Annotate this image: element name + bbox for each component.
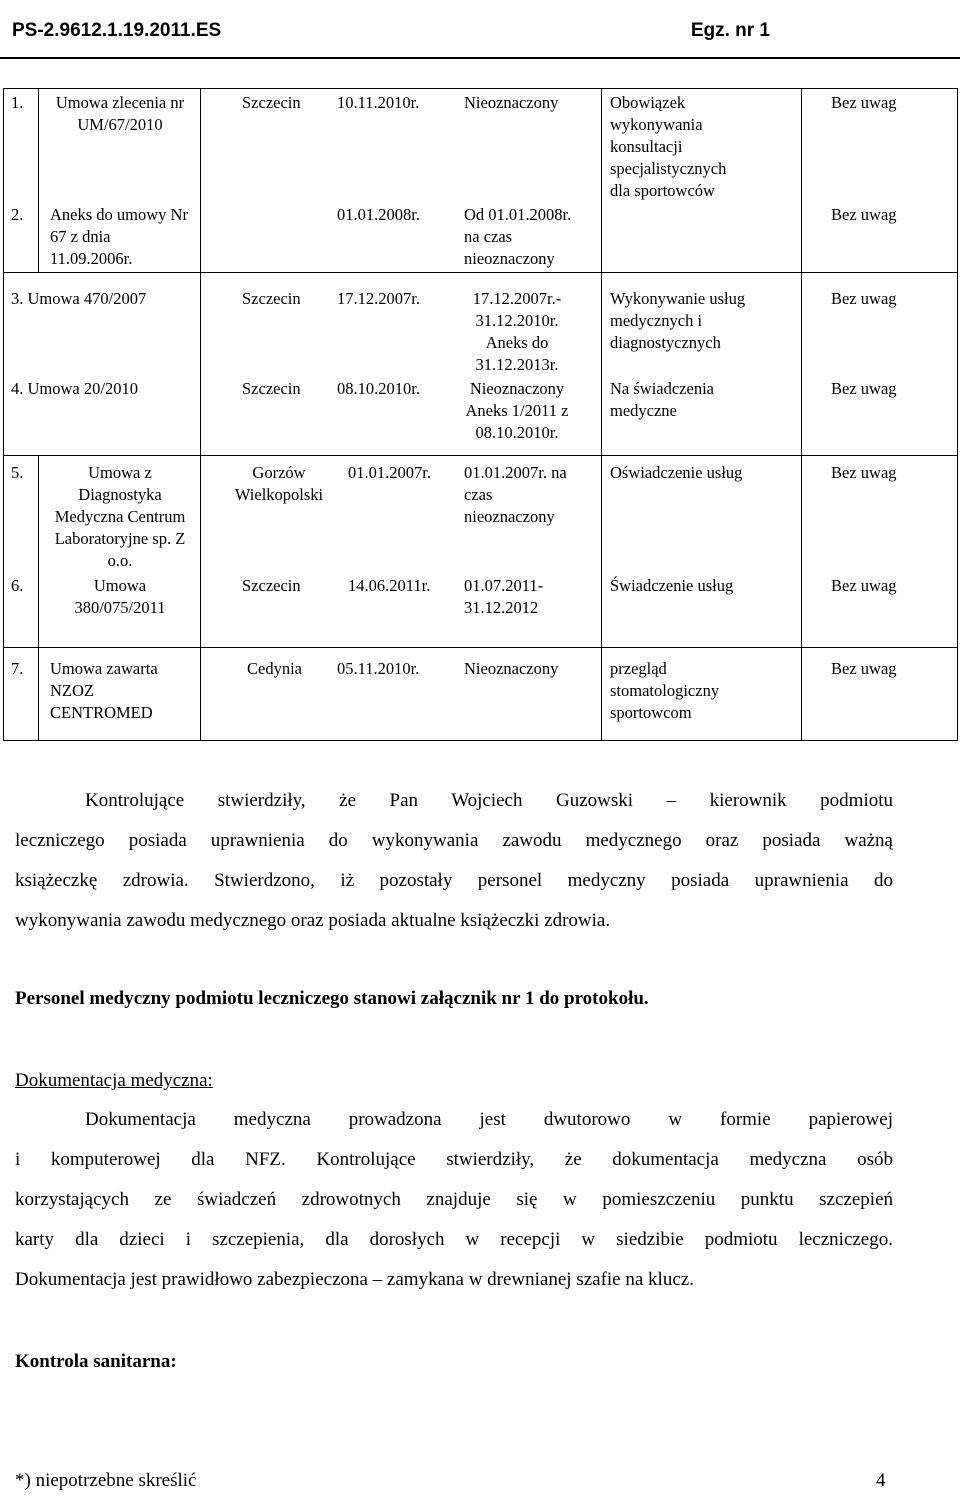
contract-name: Aneks do umowy Nr 67 z dnia 11.09.2006r.	[50, 205, 188, 268]
contract-date: 14.06.2011r.	[348, 576, 431, 595]
footnote: *) niepotrzebne skreślić	[15, 1470, 197, 1491]
remarks: Bez uwag	[831, 659, 897, 678]
contract-subject: Obowiązek wykonywania konsultacji specjalistycznych dla sportowców	[610, 93, 727, 200]
column-divider	[38, 89, 39, 272]
row-divider	[4, 455, 957, 456]
remarks: Bez uwag	[831, 463, 897, 482]
contracts-table	[3, 88, 958, 741]
remarks: Bez uwag	[831, 379, 897, 398]
remarks: Bez uwag	[831, 93, 897, 112]
page-number: 4	[876, 1470, 886, 1491]
row-number: 5.	[11, 463, 24, 482]
contract-date: 10.11.2010r.	[337, 93, 420, 112]
contract-name: Umowa z Diagnostyka Medyczna Centrum Laboratoryjne sp. Z o.o.	[54, 463, 186, 570]
contract-subject: przegląd stomatologiczny sportowcom	[610, 659, 720, 722]
contract-date: 08.10.2010r.	[337, 379, 420, 398]
place: Szczecin	[242, 576, 301, 595]
medical-documentation-paragraph: Dokumentacja medyczna prowadzona jest dwutorowo w formie papierowej i komputerowej dla NFZ. Kontrolujące stwierdziły, że dokumentacja medyczna osób korzystających ze świadczeń zdrowotnych znajduje się w pomieszczeniu punktu szczepień karty dla dzieci i szczepienia, dla dorosłych w recepcji w siedzibie podmiotu leczniczego. Dokumentacja jest prawidłowo zabezpieczona – zamykana w drewnianej szafie na klucz.	[15, 1109, 893, 1290]
place: Szczecin	[242, 93, 301, 112]
row-number: 6.	[11, 576, 24, 595]
row-number: 7.	[11, 659, 24, 678]
header-rule	[0, 57, 960, 59]
remarks: Bez uwag	[831, 289, 897, 308]
copy-number: Egz. nr 1	[690, 20, 770, 41]
place: Szczecin	[242, 289, 301, 308]
contract-subject: Oświadczenie usług	[610, 463, 743, 482]
section-heading-sanitary-control: Kontrola sanitarna:	[15, 1351, 177, 1372]
contract-name: 4. Umowa 20/2010	[11, 379, 138, 398]
contract-period: 01.07.2011- 31.12.2012	[464, 576, 544, 617]
contract-name: Umowa zawarta NZOZ CENTROMED	[50, 659, 158, 722]
row-divider	[4, 272, 957, 273]
contract-date: 01.01.2008r.	[337, 205, 420, 224]
row-number: 2.	[11, 205, 24, 224]
row-divider	[4, 647, 957, 648]
contract-date: 17.12.2007r.	[337, 289, 420, 308]
remarks: Bez uwag	[831, 205, 897, 224]
contract-date: 01.01.2007r.	[348, 463, 431, 482]
page-header	[0, 0, 960, 58]
contract-period: Nieoznaczony	[464, 93, 559, 112]
column-divider	[801, 89, 802, 740]
section-heading-medical-documentation: Dokumentacja medyczna:	[15, 1070, 213, 1091]
contract-name: Umowa 380/075/2011	[74, 576, 166, 617]
staff-qualifications-paragraph: Kontrolujące stwierdziły, że Pan Wojciech Guzowski – kierownik podmiotu leczniczego posiada uprawnienia do wykonywania zawodu medycznego oraz posiada ważną książeczkę zdrowia. Stwierdzono, iż pozostały personel medyczny posiada uprawnienia do wykonywania zawodu medycznego oraz posiada aktualne książeczki zdrowia.	[15, 790, 893, 931]
contract-date: 05.11.2010r.	[337, 659, 420, 678]
contract-period: 17.12.2007r.- 31.12.2010r. Aneks do 31.12.2013r.	[472, 289, 562, 374]
personnel-note: Personel medyczny podmiotu leczniczego stanowi załącznik nr 1 do protokołu.	[15, 988, 649, 1009]
contract-subject: Świadczenie usług	[610, 576, 734, 595]
contract-name: Umowa zlecenia nr UM/67/2010	[55, 93, 185, 134]
contract-subject: Na świadczenia medyczne	[610, 379, 714, 420]
contract-period: 01.01.2007r. na czas nieoznaczony	[464, 463, 567, 526]
row-number: 1.	[11, 93, 24, 112]
remarks: Bez uwag	[831, 576, 897, 595]
column-divider	[601, 89, 602, 740]
column-divider	[38, 455, 39, 741]
place: Cedynia	[247, 659, 302, 678]
contract-period: Nieoznaczony Aneks 1/2011 z 08.10.2010r.	[465, 379, 569, 442]
contract-subject: Wykonywanie usług medycznych i diagnostycznych	[610, 289, 746, 352]
column-divider	[200, 89, 201, 740]
document-id: PS-2.9612.1.19.2011.ES	[12, 20, 222, 41]
contract-period: Od 01.01.2008r. na czas nieoznaczony	[464, 205, 572, 268]
contract-period: Nieoznaczony	[464, 659, 559, 678]
place: Szczecin	[242, 379, 301, 398]
place: Gorzów Wielkopolski	[234, 463, 324, 504]
contract-name: 3. Umowa 470/2007	[11, 289, 147, 308]
